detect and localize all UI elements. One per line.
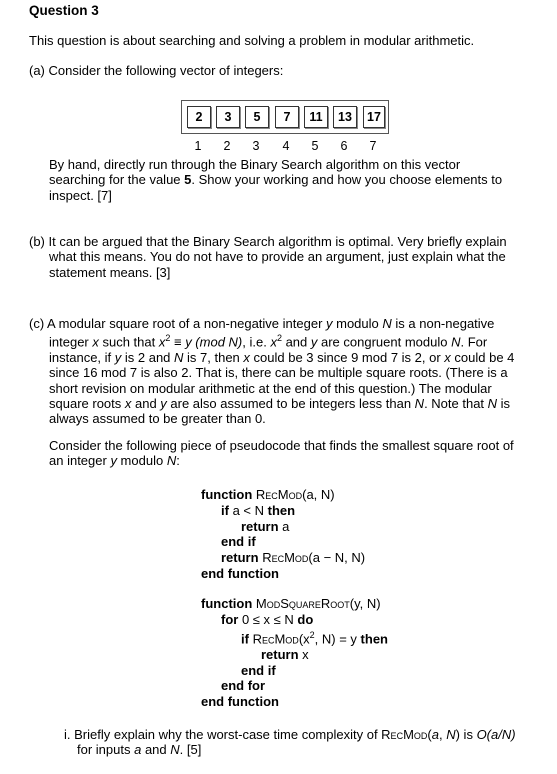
- part-a-lead: (a) Consider the following vector of integers:: [29, 63, 284, 78]
- vector-cell: 13: [333, 106, 357, 128]
- vector-index: 4: [282, 139, 290, 153]
- vector-index: 3: [252, 139, 260, 153]
- part-a-line: searching for the value 5. Show your working and how you choose elements to: [49, 172, 503, 188]
- intro-text: This question is about searching and solving a problem in modular arithmetic.: [29, 33, 475, 48]
- vector-cell: 3: [216, 106, 240, 128]
- question-title: Question 3: [29, 3, 99, 18]
- vector-index: 5: [311, 139, 319, 153]
- part-b-text: (b) It can be argued that the Binary Search algorithm is optimal. Very briefly explain what this means. You do not have to provide an argument, just explain what the statement means. [3]: [29, 234, 507, 280]
- search-value: 5: [184, 172, 192, 188]
- integer-vector: [181, 100, 389, 134]
- vector-index: 2: [223, 139, 231, 153]
- part-c-i-text: i. Briefly explain why the worst-case time complexity of RecMod(a, N) is O(a/N) for inputs a and N. [5]: [64, 727, 516, 758]
- vector-cell: 17: [363, 106, 385, 128]
- part-a-line: By hand, directly run through the Binary Search algorithm on this vector: [49, 157, 461, 172]
- pseudocode-recmod: function RecMod(a, N) if a < N then return a end if return RecMod(a − N, N) end function: [201, 487, 366, 581]
- vector-index: 6: [340, 139, 348, 153]
- pseudocode-modsquareroot: function ModSquareRoot(y, N) for 0 ≤ x ≤ N do if $RecMod(x^2$, N) = y then return x end if end for end function: [201, 596, 388, 710]
- part-c-consider: Consider the following piece of pseudocode that finds the smallest square root of an integer y modulo N:: [49, 438, 514, 469]
- vector-cell: 2: [187, 106, 211, 128]
- vector-index: 7: [369, 139, 377, 153]
- vector-cell: 11: [304, 106, 328, 128]
- part-c-text: (c) A modular square root of a non-negative integer y modulo N is a non-negative integer x such that $x^2 \equiv y$ (mod N), i.e. $x^2$ and y are congruent modulo N. For instance, if y is 2 and N is 7, then x could be 3 since 9 mod 7 is 2, or x could be 4 since 16 mod 7 is also 2. That is, there can be multiple square roots. (There is a short revision on modular arithmetic at the end of this question.) The modular square roots x and y are also assumed to be integers less than N. Note that N is always assumed to be greater than 0.: [29, 316, 515, 427]
- vector-cell: 5: [245, 106, 269, 128]
- part-a-text: [49, 157, 502, 203]
- vector-index: 1: [194, 139, 202, 153]
- vector-cell: 7: [275, 106, 299, 128]
- part-a-line: inspect. [7]: [49, 187, 112, 203]
